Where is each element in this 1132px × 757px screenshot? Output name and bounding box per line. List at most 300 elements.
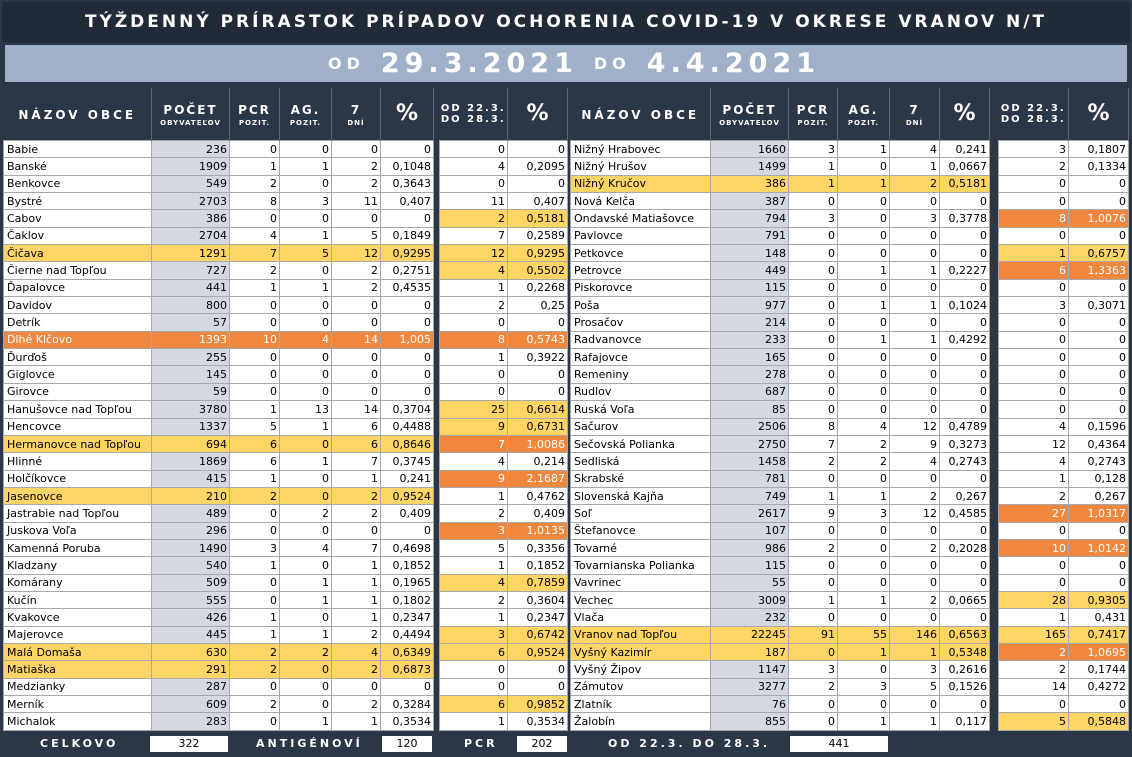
cell-prev-week: 6 — [440, 643, 508, 660]
cell-name: Pavlovce — [571, 227, 711, 244]
spacer — [990, 245, 999, 262]
cell-ag: 0 — [280, 696, 332, 713]
cell-pcr: 0 — [230, 141, 280, 158]
cell-prev-week: 5 — [440, 539, 508, 556]
cell-ag: 1 — [280, 591, 332, 608]
table-row — [4, 557, 568, 574]
spacer — [990, 696, 999, 713]
cell-prev-week: 2 — [440, 505, 508, 522]
cell-prev-week: 0 — [999, 314, 1069, 331]
cell-7days: 0 — [890, 193, 940, 210]
table-row — [4, 141, 568, 158]
cell-ag: 3 — [838, 678, 890, 695]
cell-ag: 2 — [838, 435, 890, 452]
cell-ag: 0 — [838, 401, 890, 418]
col-7days-header: 7 DNÍ — [890, 88, 940, 141]
cell-ag: 1 — [838, 297, 890, 314]
cell-pcr: 0 — [789, 713, 838, 730]
cell-prev-pct: 0 — [1069, 401, 1129, 418]
cell-prev-pct: 0,9305 — [1069, 591, 1129, 608]
date-to: 4.4.2021 — [646, 48, 821, 79]
cell-ag: 0 — [280, 661, 332, 678]
cell-name: Poša — [571, 297, 711, 314]
cell-ag: 4 — [280, 539, 332, 556]
cell-name: Vlača — [571, 609, 711, 626]
spacer — [990, 713, 999, 730]
cell-prev-pct: 0,9852 — [508, 696, 568, 713]
cell-pct: 0,4535 — [381, 279, 434, 296]
cell-population: 107 — [711, 522, 789, 539]
cell-7days: 1 — [890, 331, 940, 348]
cell-pct: 0,1965 — [381, 574, 434, 591]
cell-population: 59 — [152, 383, 230, 400]
cell-prev-week: 28 — [999, 591, 1069, 608]
table-row — [571, 210, 1129, 227]
cell-name: Nová Kelča — [571, 193, 711, 210]
table-row — [4, 193, 568, 210]
cell-pct: 0 — [940, 227, 990, 244]
cell-7days: 4 — [890, 453, 940, 470]
cell-prev-pct: 0,1596 — [1069, 418, 1129, 435]
pcr-value: 202 — [517, 736, 567, 752]
cell-prev-week: 3 — [440, 522, 508, 539]
cell-name: Cabov — [4, 210, 152, 227]
cell-pcr: 1 — [789, 158, 838, 175]
cell-7days: 0 — [890, 522, 940, 539]
cell-prev-week: 1 — [440, 713, 508, 730]
cell-pcr: 1 — [789, 487, 838, 504]
cell-prev-week: 0 — [999, 227, 1069, 244]
cell-pcr: 0 — [230, 314, 280, 331]
cell-pcr: 0 — [789, 349, 838, 366]
cell-name: Žalobín — [571, 713, 711, 730]
cell-prev-week: 6 — [440, 696, 508, 713]
cell-name: Bystré — [4, 193, 152, 210]
cell-pcr: 1 — [230, 401, 280, 418]
cell-name: Štefanovce — [571, 522, 711, 539]
spacer — [990, 227, 999, 244]
cell-ag: 1 — [838, 262, 890, 279]
cell-prev-week: 0 — [999, 574, 1069, 591]
cell-population: 165 — [711, 349, 789, 366]
cell-prev-week: 7 — [440, 435, 508, 452]
cell-pcr: 2 — [230, 175, 280, 192]
cell-population: 55 — [711, 574, 789, 591]
cell-name: Banské — [4, 158, 152, 175]
cell-pcr: 0 — [230, 349, 280, 366]
cell-pct: 0,3778 — [940, 210, 990, 227]
cell-7days: 0 — [890, 245, 940, 262]
cell-7days: 12 — [890, 418, 940, 435]
cell-pct: 0,5348 — [940, 643, 990, 660]
cell-pct: 0,6349 — [381, 643, 434, 660]
cell-pct: 0 — [940, 557, 990, 574]
cell-prev-week: 2 — [999, 661, 1069, 678]
cell-7days: 12 — [890, 505, 940, 522]
cell-population: 386 — [152, 210, 230, 227]
cell-7days: 0 — [890, 279, 940, 296]
cell-population: 2704 — [152, 227, 230, 244]
table-row — [4, 574, 568, 591]
cell-population: 694 — [152, 435, 230, 452]
col-7days-header: 7 DNÍ — [332, 88, 381, 141]
cell-population: 387 — [711, 193, 789, 210]
cell-pcr: 1 — [789, 175, 838, 192]
spacer — [990, 505, 999, 522]
cell-pcr: 2 — [789, 453, 838, 470]
cell-ag: 0 — [838, 227, 890, 244]
table-row — [4, 158, 568, 175]
cell-prev-week: 2 — [999, 487, 1069, 504]
cell-pct: 0,6873 — [381, 661, 434, 678]
cell-population: 2506 — [711, 418, 789, 435]
table-row — [571, 175, 1129, 192]
cell-7days: 0 — [890, 227, 940, 244]
cell-prev-week: 0 — [440, 383, 508, 400]
cell-7days: 2 — [890, 487, 940, 504]
cell-prev-pct: 0,1334 — [1069, 158, 1129, 175]
cell-prev-week: 0 — [999, 522, 1069, 539]
cell-7days: 5 — [332, 227, 381, 244]
table-row — [571, 383, 1129, 400]
cell-pct: 0,2751 — [381, 262, 434, 279]
cell-population: 426 — [152, 609, 230, 626]
cell-name: Nižný Hrušov — [571, 158, 711, 175]
col-ag-header: AG. POZIT. — [280, 88, 332, 141]
col-pct-header: % — [381, 88, 434, 141]
cell-pct: 0 — [381, 210, 434, 227]
cell-name: Vyšný Kazimír — [571, 643, 711, 660]
table-row — [571, 487, 1129, 504]
prev-week-label: OD 22.3. DO 28.3. — [608, 737, 771, 750]
cell-prev-pct: 1,0086 — [508, 435, 568, 452]
cell-ag: 0 — [838, 210, 890, 227]
cell-pct: 0,4488 — [381, 418, 434, 435]
cell-prev-week: 0 — [999, 193, 1069, 210]
cell-pct: 0,8646 — [381, 435, 434, 452]
cell-prev-week: 1 — [999, 245, 1069, 262]
cell-ag: 0 — [280, 435, 332, 452]
cell-pcr: 9 — [789, 505, 838, 522]
spacer — [990, 366, 999, 383]
spacer — [990, 141, 999, 158]
cell-prev-week: 4 — [440, 262, 508, 279]
cell-ag: 1 — [280, 574, 332, 591]
cell-pct: 0,2616 — [940, 661, 990, 678]
cell-ag: 1 — [838, 175, 890, 192]
cell-ag: 0 — [838, 366, 890, 383]
cell-7days: 1 — [890, 158, 940, 175]
cell-name: Soľ — [571, 505, 711, 522]
cell-prev-pct: 0,409 — [508, 505, 568, 522]
cell-name: Ďapalovce — [4, 279, 152, 296]
cell-7days: 4 — [332, 643, 381, 660]
cell-prev-week: 8 — [999, 210, 1069, 227]
table-row — [4, 505, 568, 522]
spacer — [990, 158, 999, 175]
cell-pcr: 7 — [789, 435, 838, 452]
col-ag-header: AG. POZIT. — [838, 88, 890, 141]
cell-pcr: 0 — [230, 366, 280, 383]
table-row — [571, 713, 1129, 730]
cell-population: 233 — [711, 331, 789, 348]
spacer — [990, 609, 999, 626]
cell-name: Čierne nad Topľou — [4, 262, 152, 279]
cell-prev-week: 2 — [999, 643, 1069, 660]
cell-prev-week: 12 — [440, 245, 508, 262]
cell-ag: 0 — [838, 158, 890, 175]
cell-prev-pct: 0,2589 — [508, 227, 568, 244]
cell-population: 630 — [152, 643, 230, 660]
table-row — [4, 297, 568, 314]
cell-pcr: 0 — [789, 331, 838, 348]
cell-pct: 0 — [940, 696, 990, 713]
cell-prev-pct: 0,3356 — [508, 539, 568, 556]
cell-prev-week: 0 — [999, 401, 1069, 418]
cell-ag: 0 — [280, 297, 332, 314]
cell-name: Piskorovce — [571, 279, 711, 296]
cell-prev-pct: 1,0135 — [508, 522, 568, 539]
cell-name: Ondavské Matiašovce — [571, 210, 711, 227]
cell-ag: 1 — [838, 591, 890, 608]
cell-name: Michalok — [4, 713, 152, 730]
cell-prev-week: 4 — [440, 574, 508, 591]
table-row — [571, 505, 1129, 522]
cell-prev-week: 0 — [999, 349, 1069, 366]
cell-prev-pct: 0,3534 — [508, 713, 568, 730]
cell-name: Hencovce — [4, 418, 152, 435]
cell-7days: 0 — [332, 349, 381, 366]
cell-name: Juskova Voľa — [4, 522, 152, 539]
cell-7days: 2 — [890, 539, 940, 556]
cell-pcr: 2 — [230, 487, 280, 504]
cell-7days: 2 — [332, 279, 381, 296]
table-row — [571, 349, 1129, 366]
cell-pct: 0,3704 — [381, 401, 434, 418]
cell-prev-pct: 0,2743 — [1069, 453, 1129, 470]
cell-pcr: 8 — [230, 193, 280, 210]
cell-population: 1337 — [152, 418, 230, 435]
cell-ag: 0 — [838, 522, 890, 539]
cell-name: Merník — [4, 696, 152, 713]
cell-prev-pct: 0,2347 — [508, 609, 568, 626]
cell-prev-week: 0 — [440, 175, 508, 192]
cell-population: 549 — [152, 175, 230, 192]
cell-pcr: 0 — [230, 713, 280, 730]
spacer — [990, 470, 999, 487]
cell-7days: 0 — [890, 366, 940, 383]
cell-pct: 0,4585 — [940, 505, 990, 522]
cell-pct: 0 — [940, 401, 990, 418]
table-row — [4, 279, 568, 296]
cell-name: Matiaška — [4, 661, 152, 678]
cell-ag: 0 — [838, 661, 890, 678]
cell-7days: 1 — [332, 609, 381, 626]
col-pcr-header: PCR POZIT. — [230, 88, 280, 141]
cell-ag: 0 — [838, 470, 890, 487]
col-name-header: NÁZOV OBCE — [4, 88, 152, 141]
cell-prev-week: 2 — [999, 158, 1069, 175]
cell-prev-pct: 1,0695 — [1069, 643, 1129, 660]
cell-name: Petkovce — [571, 245, 711, 262]
cell-pcr: 0 — [230, 505, 280, 522]
cell-prev-week: 3 — [999, 141, 1069, 158]
cell-population: 115 — [711, 279, 789, 296]
cell-prev-week: 4 — [999, 453, 1069, 470]
cell-7days: 146 — [890, 626, 940, 643]
cell-population: 3780 — [152, 401, 230, 418]
table-row — [4, 262, 568, 279]
spacer — [990, 314, 999, 331]
cell-name: Sečovská Polianka — [571, 435, 711, 452]
col-prev-pct-header: % — [508, 88, 568, 141]
cell-pct: 0 — [940, 349, 990, 366]
spacer — [990, 487, 999, 504]
cell-prev-pct: 0,5181 — [508, 210, 568, 227]
cell-7days: 0 — [890, 383, 940, 400]
cell-pcr: 1 — [789, 591, 838, 608]
cell-population: 1660 — [711, 141, 789, 158]
cell-7days: 1 — [890, 262, 940, 279]
cell-prev-week: 0 — [999, 331, 1069, 348]
cell-pct: 0 — [381, 141, 434, 158]
table-row — [571, 158, 1129, 175]
cell-prev-pct: 0 — [508, 314, 568, 331]
cell-prev-pct: 0 — [1069, 314, 1129, 331]
cell-ag: 0 — [838, 314, 890, 331]
cell-prev-pct: 0 — [1069, 574, 1129, 591]
cell-prev-week: 0 — [440, 678, 508, 695]
cell-pct: 0 — [940, 366, 990, 383]
cell-pct: 0,9524 — [381, 487, 434, 504]
cell-pct: 0,1849 — [381, 227, 434, 244]
cell-name: Kvakovce — [4, 609, 152, 626]
cell-prev-pct: 0 — [508, 383, 568, 400]
cell-ag: 1 — [838, 643, 890, 660]
cell-prev-pct: 0 — [1069, 557, 1129, 574]
cell-ag: 3 — [280, 193, 332, 210]
cell-pct: 0,409 — [381, 505, 434, 522]
cell-7days: 6 — [332, 418, 381, 435]
cell-pcr: 0 — [789, 557, 838, 574]
cell-pcr: 1 — [230, 158, 280, 175]
table-row — [571, 297, 1129, 314]
cell-pcr: 0 — [230, 522, 280, 539]
cell-pct: 0 — [381, 297, 434, 314]
cell-pct: 0,1024 — [940, 297, 990, 314]
col-prev-header: OD 22.3. DO 28.3. — [440, 88, 508, 141]
cell-name: Remeniny — [571, 366, 711, 383]
cell-ag: 1 — [280, 279, 332, 296]
cell-7days: 0 — [890, 349, 940, 366]
table-row — [571, 626, 1129, 643]
cell-prev-week: 0 — [440, 314, 508, 331]
cell-ag: 0 — [280, 487, 332, 504]
cell-7days: 0 — [890, 470, 940, 487]
cell-prev-pct: 0 — [1069, 696, 1129, 713]
cell-pcr: 0 — [789, 193, 838, 210]
cell-prev-pct: 0,3922 — [508, 349, 568, 366]
spacer — [990, 418, 999, 435]
col-pop-header: POČET OBYVATEĽOV — [152, 88, 230, 141]
cell-prev-pct: 0 — [1069, 383, 1129, 400]
table-row — [571, 696, 1129, 713]
cell-ag: 0 — [838, 696, 890, 713]
cell-ag: 0 — [280, 609, 332, 626]
cell-prev-pct: 0,1744 — [1069, 661, 1129, 678]
cell-7days: 2 — [890, 175, 940, 192]
cell-population: 687 — [711, 383, 789, 400]
spacer — [990, 522, 999, 539]
table-row — [4, 314, 568, 331]
cell-pcr: 2 — [230, 262, 280, 279]
cell-7days: 1 — [890, 643, 940, 660]
cell-pcr: 0 — [230, 297, 280, 314]
cell-pcr: 2 — [230, 696, 280, 713]
cell-pcr: 4 — [230, 227, 280, 244]
spacer — [990, 193, 999, 210]
cell-name: Dlhé Klčovo — [4, 331, 152, 348]
cell-name: Petrovce — [571, 262, 711, 279]
cell-prev-week: 3 — [999, 297, 1069, 314]
cell-ag: 0 — [838, 539, 890, 556]
cell-population: 187 — [711, 643, 789, 660]
cell-prev-pct: 0,4762 — [508, 487, 568, 504]
cell-prev-week: 0 — [440, 661, 508, 678]
cell-prev-week: 1 — [999, 609, 1069, 626]
cell-7days: 3 — [890, 210, 940, 227]
cell-population: 283 — [152, 713, 230, 730]
cell-population: 445 — [152, 626, 230, 643]
cell-pcr: 2 — [230, 643, 280, 660]
cell-ag: 0 — [280, 314, 332, 331]
cell-pct: 0,117 — [940, 713, 990, 730]
cell-prev-pct: 0,1852 — [508, 557, 568, 574]
cell-pcr: 0 — [789, 227, 838, 244]
cell-7days: 1 — [332, 713, 381, 730]
cell-population: 255 — [152, 349, 230, 366]
cell-prev-pct: 0 — [1069, 331, 1129, 348]
cell-name: Girovce — [4, 383, 152, 400]
cell-7days: 1 — [890, 713, 940, 730]
cell-7days: 9 — [890, 435, 940, 452]
cell-pcr: 3 — [230, 539, 280, 556]
cell-pct: 0,3745 — [381, 453, 434, 470]
cell-pct: 0,1048 — [381, 158, 434, 175]
cell-name: Čaklov — [4, 227, 152, 244]
cell-ag: 55 — [838, 626, 890, 643]
cell-prev-pct: 0 — [1069, 279, 1129, 296]
cell-prev-pct: 0,25 — [508, 297, 568, 314]
table-row — [4, 661, 568, 678]
spacer — [990, 88, 999, 141]
cell-7days: 0 — [332, 297, 381, 314]
cell-pcr: 0 — [230, 210, 280, 227]
table-row — [571, 245, 1129, 262]
table-row — [571, 574, 1129, 591]
cell-pcr: 0 — [789, 574, 838, 591]
cell-name: Medzianky — [4, 678, 152, 695]
cell-population: 415 — [152, 470, 230, 487]
cell-prev-pct: 0,4364 — [1069, 435, 1129, 452]
cell-pcr: 0 — [789, 366, 838, 383]
cell-name: Vavrinec — [571, 574, 711, 591]
cell-prev-pct: 0,6731 — [508, 418, 568, 435]
table-row — [4, 678, 568, 695]
spacer — [990, 210, 999, 227]
cell-pcr: 6 — [230, 453, 280, 470]
cell-population: 3277 — [711, 678, 789, 695]
